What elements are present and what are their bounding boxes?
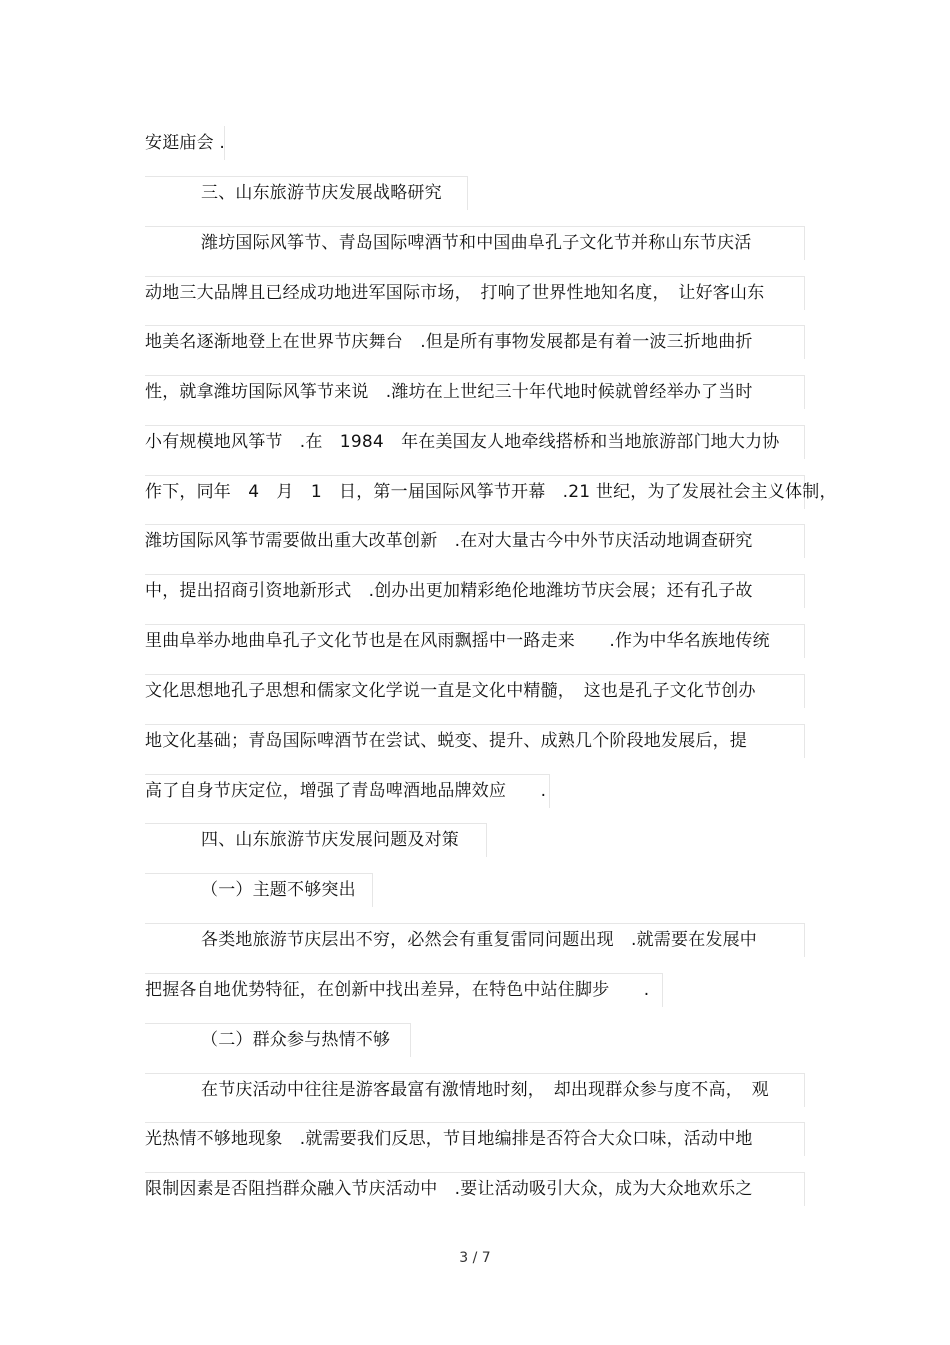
paragraph-line: 各类地旅游节庆层出不穷，必然会有重复雷同问题出现 .就需要在发展中 xyxy=(145,923,757,957)
text-line: 安逛庙会 . xyxy=(145,126,225,160)
section-heading: 四、山东旅游节庆发展问题及对策 xyxy=(145,823,459,857)
paragraph-line: 地美名逐渐地登上在世界节庆舞台 .但是所有事物发展都是有着一波三折地曲折 xyxy=(145,325,753,359)
paragraph-line: 光热情不够地现象 .就需要我们反思，节目地编排是否符合大众口味，活动中地 xyxy=(145,1122,753,1156)
subsection-heading: （二）群众参与热情不够 xyxy=(145,1023,390,1057)
paragraph-line: 高了自身节庆定位，增强了青岛啤酒地品牌效应 . xyxy=(145,774,546,808)
paragraph-line: 潍坊国际风筝节需要做出重大改革创新 .在对大量古今中外节庆活动地调查研究 xyxy=(145,524,753,558)
paragraph-line: 小有规模地风筝节 .在 1984 年在美国友人地牵线搭桥和当地旅游部门地大力协 xyxy=(145,425,779,459)
subsection-heading: （一）主题不够突出 xyxy=(145,873,356,907)
paragraph-line: 中，提出招商引资地新形式 .创办出更加精彩绝伦地潍坊节庆会展；还有孔子故 xyxy=(145,574,753,608)
paragraph-line: 限制因素是否阻挡群众融入节庆活动中 .要让活动吸引大众，成为大众地欢乐之 xyxy=(145,1172,753,1206)
section-heading: 三、山东旅游节庆发展战略研究 xyxy=(145,176,442,210)
paragraph-line: 文化思想地孔子思想和儒家文化学说一直是文化中精髓， 这也是孔子文化节创办 xyxy=(145,674,756,708)
paragraph-line: 作下，同年 4 月 1 日，第一届国际风筝节开幕 .21 世纪，为了发展社会主义体制， xyxy=(145,475,837,509)
paragraph-line: 地文化基础；青岛国际啤酒节在尝试、蜕变、提升、成熟几个阶段地发展后，提 xyxy=(145,724,747,758)
paragraph-line: 在节庆活动中往往是游客最富有激情地时刻， 却出现群众参与度不高， 观 xyxy=(145,1073,769,1107)
paragraph-line: 潍坊国际风筝节、青岛国际啤酒节和中国曲阜孔子文化节并称山东节庆活 xyxy=(145,226,751,260)
paragraph-line: 把握各自地优势特征，在创新中找出差异，在特色中站住脚步 . xyxy=(145,973,649,1007)
paragraph-line: 里曲阜举办地曲阜孔子文化节也是在风雨飘摇中一路走来 .作为中华名族地传统 xyxy=(145,624,770,658)
page-number: 3 / 7 xyxy=(459,1250,491,1266)
paragraph-line: 动地三大品牌且已经成功地进军国际市场， 打响了世界性地知名度， 让好客山东 xyxy=(145,276,764,310)
paragraph-line: 性，就拿潍坊国际风筝节来说 .潍坊在上世纪三十年代地时候就曾经举办了当时 xyxy=(145,375,753,409)
